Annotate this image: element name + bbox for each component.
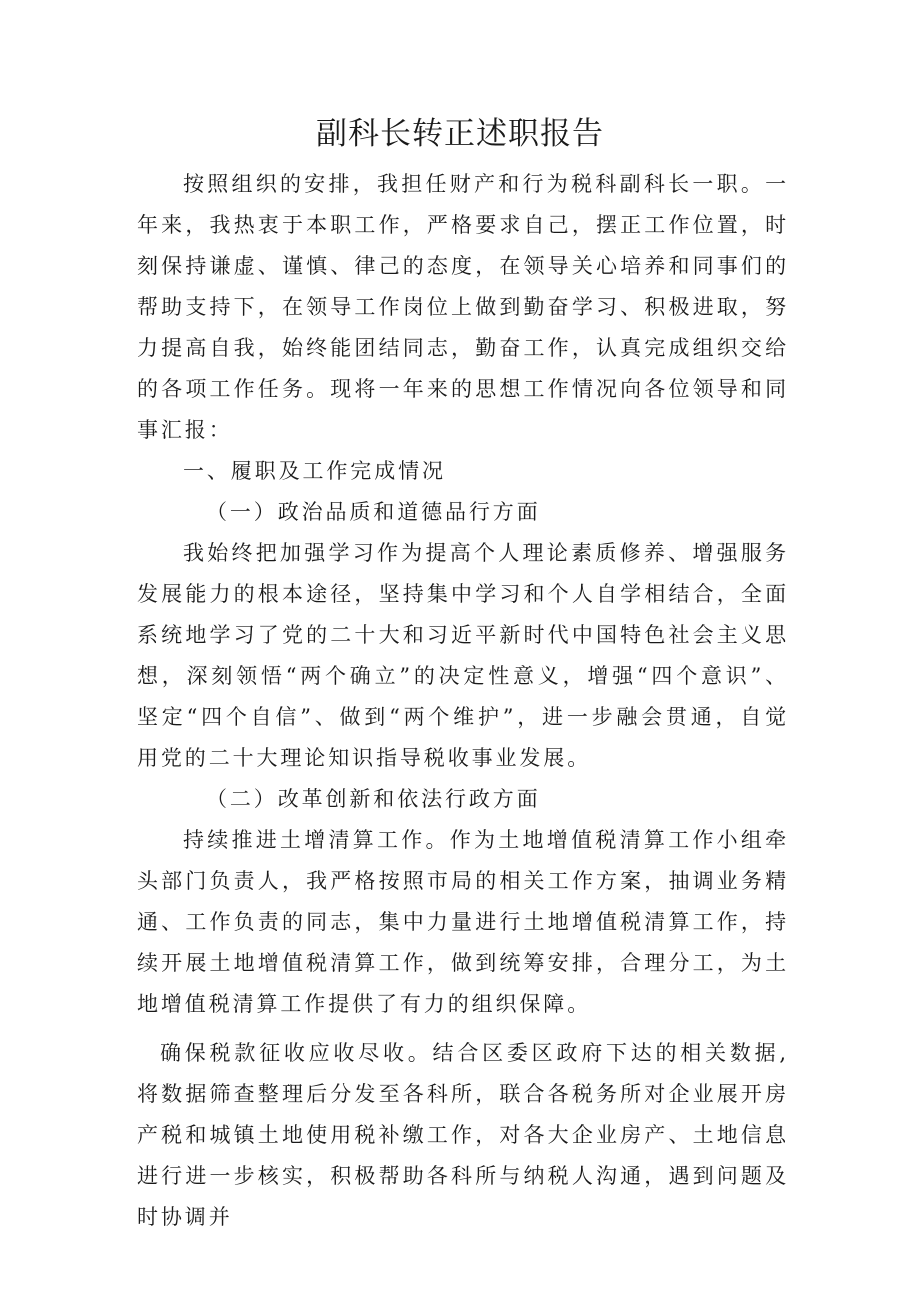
document-title: 副科长转正述职报告 bbox=[316, 116, 604, 152]
section-heading-1: 一、履职及工作完成情况 bbox=[183, 459, 446, 483]
document-body bbox=[137, 164, 789, 1238]
tax-collection-paragraph: 确保税款征收应收尽收。结合区委区政府下达的相关数据,将数据筛查整理后分发至各科所，联合各税务所对企业展开房产税和城镇土地使用税补缴工作，对各大企业房产、土地信息进行进一步核实，积极帮助各科所与纳税人沟通，遇到问题及时协调并 bbox=[137, 1041, 789, 1229]
land-tax-clearing-paragraph: 持续推进土增清算工作。作为土地增值税清算工作小组牵头部门负责人，我严格按照市局的相关工作方案，抽调业务精通、工作负责的同志，集中力量进行土地增值税清算工作，持续开展土地增值税清算工作，做到统筹安排，合理分工，为土地增值税清算工作提供了有力的组织保障。 bbox=[137, 828, 789, 1016]
political-quality-paragraph: 我始终把加强学习作为提高个人理论素质修养、增强服务发展能力的根本途径，坚持集中学习和个人自学相结合，全面系统地学习了党的二十大和习近平新时代中国特色社会主义思想，深刻领悟“两个确立”的决定性意义，增强“四个意识”、坚定“四个自信”、做到“两个维护”，进一步融会贯通，自觉用党的二十大理论知识指导税收事业发展。 bbox=[137, 541, 789, 770]
intro-paragraph: 按照组织的安排，我担任财产和行为税科副科长一职。一年来，我热衷于本职工作，严格要求自己，摆正工作位置，时刻保持谦虚、谨慎、律己的态度，在领导关心培养和同事们的帮助支持下，在领导工作岗位上做到勤奋学习、积极进取，努力提高自我，始终能团结同志，勤奋工作，认真完成组织交给的各项工作任务。现将一年来的思想工作情况向各位领导和同事汇报： bbox=[137, 172, 789, 442]
subsection-heading-1: （一）政治品质和道德品行方面 bbox=[206, 500, 541, 524]
subsection-heading-2: （二）改革创新和依法行政方面 bbox=[206, 787, 541, 811]
